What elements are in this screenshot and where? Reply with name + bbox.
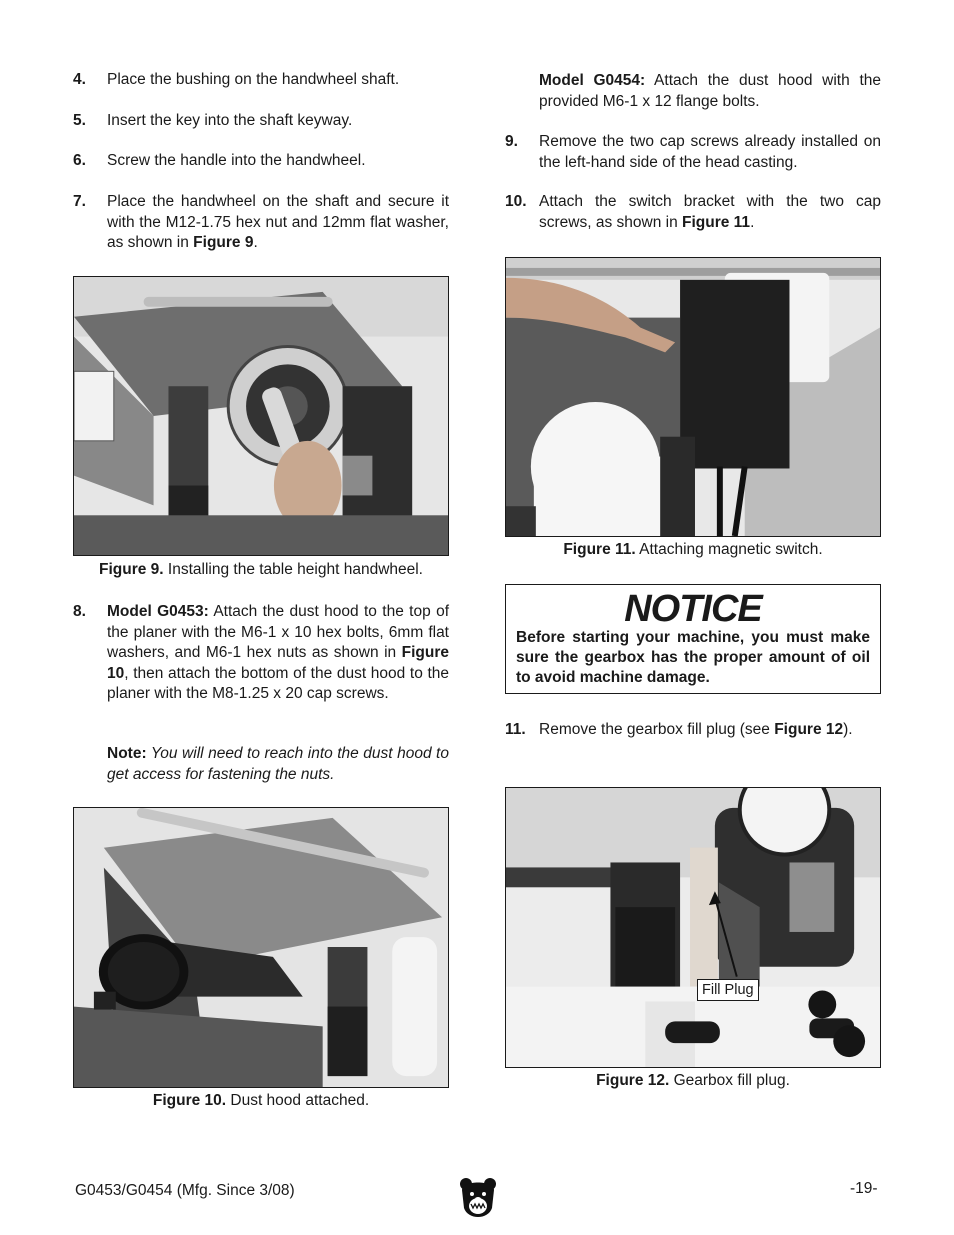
figure-label: Figure 11. [563,541,636,558]
note: Note: You will need to reach into the dust hood to get access for fastening the nuts. [107,745,449,783]
figure-ref: Figure 9 [193,234,254,251]
step-number: 8. [73,603,86,620]
figure-ref: Figure 12 [774,721,844,738]
step-number: 6. [73,152,86,169]
step-number: 11. [505,721,526,738]
figure-ref: Figure 11 [682,213,751,231]
figure-9-photo [73,276,449,556]
figure-label: Figure 9. [99,561,164,578]
figure-10-photo [73,807,449,1088]
step-text: Attach the switch bracket with the two cap screws, as shown in Figure 11. [539,193,881,231]
figure-10-caption: Figure 10. Dust hood attached. [152,1092,370,1109]
step-number: 10. [505,193,527,210]
step-text: Model G0453: Attach the dust hood to the top of the planer with the M6-1 x 10 hex bolts, 6mm flat washers, and M6-1 hex nuts as shown in Figure 10, then attach the bottom of the dust hood to the planer with the M8-1.25 x 20 cap screws. [107,603,450,702]
step-text: Place the bushing on the handwheel shaft. [107,71,400,88]
figure-11-photo [505,257,881,537]
step-text: Remove the gearbox fill plug (see Figure 12). [539,721,853,738]
model-g0454-instruction: Model G0454: Attach the dust hood with the provided M6-1 x 12 flange bolts. [539,72,881,110]
note-label: Note: [107,745,147,762]
step-text: Place the handwheel on the shaft and secure it with the M12-1.75 hex nut and 12mm flat washer, as shown in Figure 9. [107,193,449,251]
step-text: Remove the two cap screws already installed on the left-hand side of the head casting. [539,133,881,171]
figure-12-photo [505,787,881,1068]
figure-label: Figure 12. [596,1072,670,1089]
step-text: Insert the key into the shaft keyway. [107,112,353,129]
step-text: Screw the handle into the handwheel. [107,152,366,169]
notice-body: Before starting your machine, you must make sure the gearbox has the proper amount of oil to avoid machine damage. [516,629,870,686]
step-number: 9. [505,133,518,150]
page-number: -19- [850,1180,878,1197]
notice-title: NOTICE [624,588,762,630]
fill-plug-callout: Fill Plug [697,979,759,1001]
step-number: 7. [73,193,86,210]
grizzly-bear-head-icon [458,1176,498,1224]
figure-11-caption: Figure 11. Attaching magnetic switch. [563,541,823,558]
figure-ref: Figure 10 [107,644,449,682]
notice-box [505,584,881,694]
footer-model-info: G0453/G0454 (Mfg. Since 3/08) [75,1182,295,1199]
figure-12-caption: Figure 12. Gearbox fill plug. [596,1072,790,1089]
step-number: 5. [73,112,86,129]
step-number: 4. [73,71,86,88]
figure-label: Figure 10. [152,1092,227,1109]
figure-9-caption: Figure 9. Installing the table height handwheel. [99,561,423,578]
